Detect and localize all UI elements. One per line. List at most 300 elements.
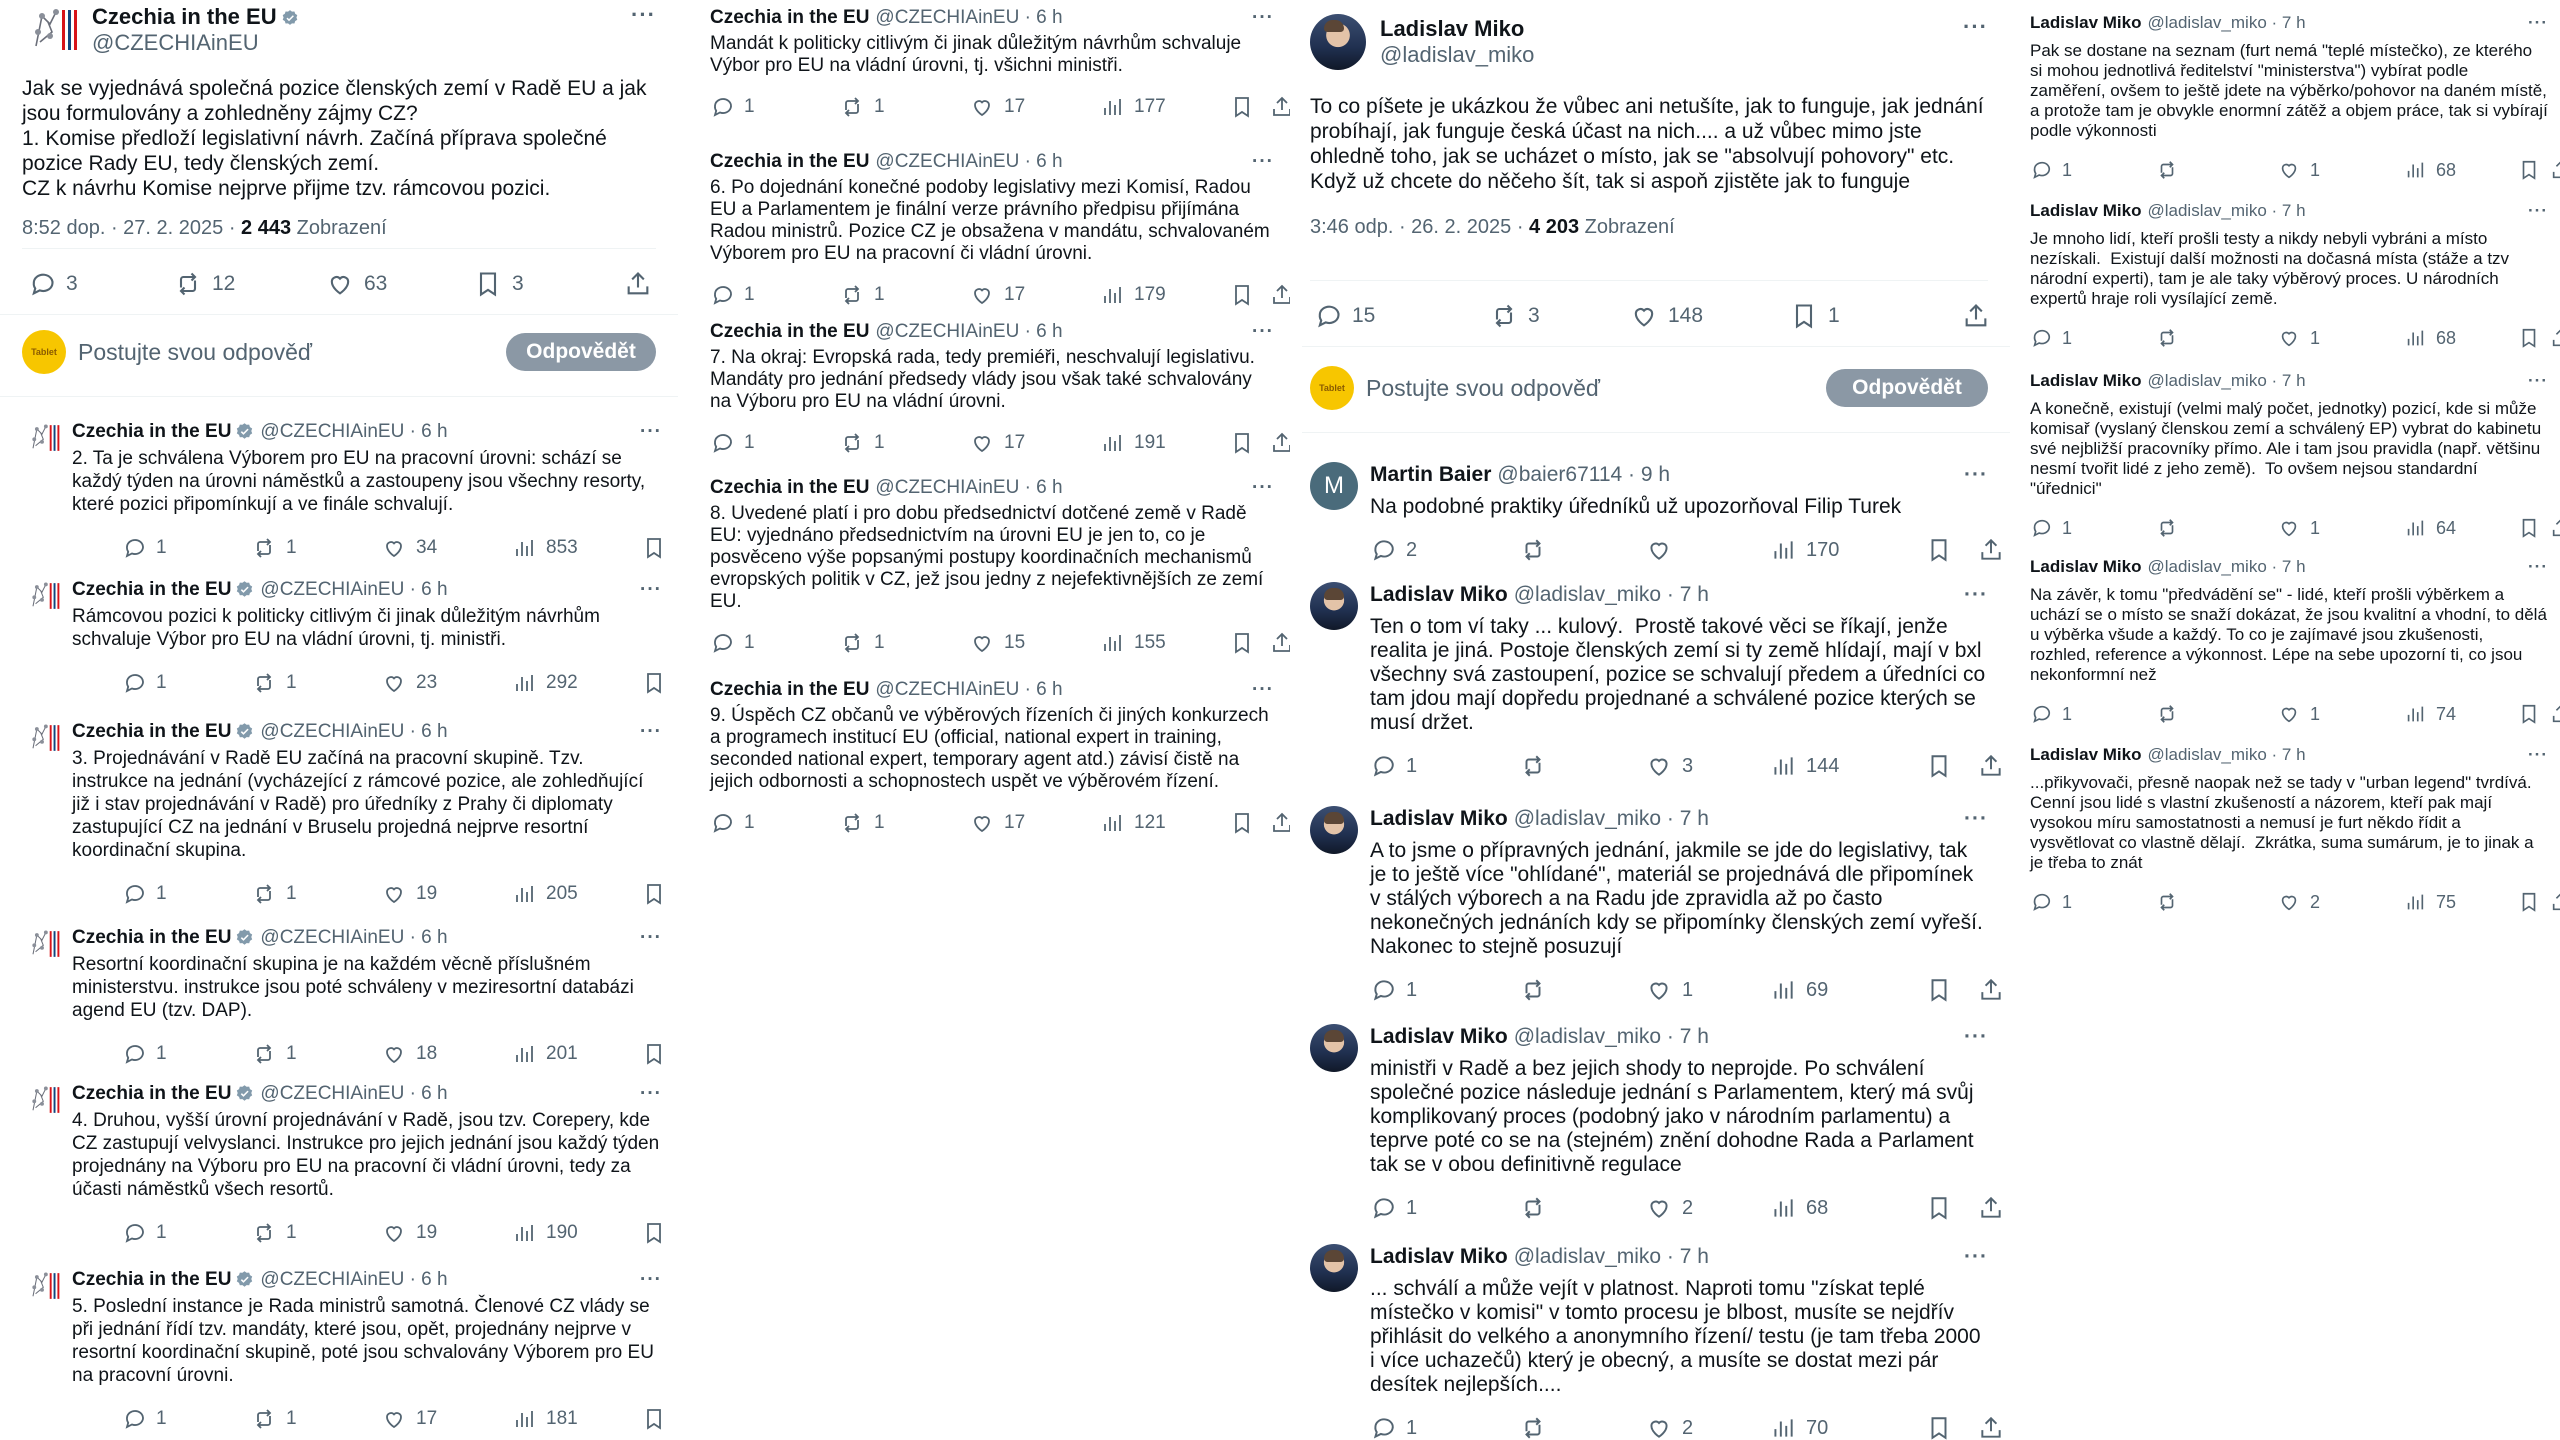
like-button[interactable] [382,1407,437,1431]
views-button[interactable] [1100,283,1166,307]
share-button[interactable] [1962,302,1990,330]
author-name[interactable]: Ladislav Miko [1370,807,1508,830]
like-button[interactable] [2278,327,2320,349]
reply-button[interactable] [122,1042,167,1066]
repost-button[interactable] [1520,537,1556,563]
views-button[interactable] [2404,327,2456,349]
views-button[interactable] [1100,631,1166,655]
author-handle[interactable]: @CZECHIAinEU · 6 h [260,1083,448,1104]
reply-button[interactable] [1370,1415,1417,1440]
repost-button[interactable] [252,1221,297,1245]
more-options-button[interactable]: ··· [1252,477,1274,498]
views-button[interactable] [1100,811,1166,835]
views-button[interactable] [1770,1195,1828,1221]
views-button[interactable] [1100,431,1166,455]
like-button[interactable] [1646,1195,1693,1221]
author-name[interactable]: Martin Baier [1370,463,1492,486]
views-button[interactable] [512,1042,578,1066]
reply-button[interactable] [2030,517,2072,539]
reply-icon [710,811,734,835]
tweet-text: A to jsme o přípravných jednání, jakmile se jde do legislativy, tak je to ještě více "ohlídané", materiál se projednává dle připomínek v stálých výborech a na Radu jde zpravidla až po často nekonečných jednáních kdy se připomínky členských zemí vyřeší. Nakonec to stejně posuzují [1370,839,1989,958]
replies-count: 2 [1406,538,1418,561]
author-name[interactable]: Czechia in the EU [72,579,232,600]
more-options-button[interactable]: ··· [1964,463,1988,486]
repost-button[interactable] [840,811,885,835]
bookmark-button[interactable] [1926,977,1952,1003]
more-options-button[interactable]: ··· [640,927,662,948]
avatar-czechia-logo[interactable] [24,720,60,756]
author-handle[interactable]: @ladislav_miko · 7 h [2147,201,2306,220]
like-button[interactable] [382,671,437,695]
more-options-button[interactable]: ··· [2528,201,2548,220]
repost-icon [1490,302,1518,330]
current-user-avatar[interactable]: Tablet [22,330,66,374]
reply-button[interactable] [122,882,167,906]
bookmark-button[interactable] [1230,95,1254,119]
reply-button[interactable] [1314,302,1375,330]
replies-count: 1 [1406,1196,1418,1219]
reply-button[interactable] [1370,537,1417,563]
column-czechia-thread-1 [0,0,678,1440]
like-button[interactable] [2278,159,2320,181]
author-handle[interactable]: @ladislav_miko · 7 h [2147,745,2306,764]
like-icon [2278,891,2300,913]
author-name[interactable]: Czechia in the EU [710,7,870,28]
tweet-text: 8. Uvedené platí i pro dobu předsednictví dotčené země v Radě EU: vyjednáno předsednictvím na úrovni EU je jen to, co je posvěceno výše popsanými postupy koordinačních mechanismů evropských politik v CZ, jež jsou jedny z nejefektivnějších ze zemí EU. [710,503,1269,612]
bookmark-button[interactable] [642,882,666,906]
avatar-ladislav-miko[interactable] [1310,1244,1358,1292]
more-options-button[interactable]: ··· [1964,1245,1988,1268]
reply-tweet[interactable] [710,320,1274,455]
more-options-button[interactable]: ··· [2528,745,2548,764]
bookmark-button[interactable] [1926,753,1952,779]
avatar-czechia-logo[interactable] [24,1268,60,1304]
bookmark-button[interactable] [2518,891,2540,913]
more-options-button[interactable]: ··· [631,2,656,27]
repost-icon [840,431,864,455]
reply-submit-button[interactable]: Odpovědět [506,333,656,371]
bookmark-button[interactable] [1790,302,1840,330]
views-button[interactable] [1100,95,1166,119]
bookmarks-count: 3 [512,272,524,295]
like-icon [970,95,994,119]
share-icon [1270,431,1290,455]
reply-tweet[interactable] [710,150,1274,307]
reply-tweet[interactable] [24,1268,662,1431]
author-handle[interactable]: @CZECHIAinEU · 6 h [260,1269,448,1290]
author-handle[interactable]: @CZECHIAinEU · 6 h [875,151,1063,172]
reply-body [72,420,662,560]
repost-button[interactable] [1520,1415,1556,1440]
repost-button[interactable] [174,270,235,298]
reply-button[interactable] [2030,159,2072,181]
reply-button[interactable] [710,631,755,655]
compose-input[interactable]: Postujte svou odpověď [78,338,313,365]
views-button[interactable] [1770,753,1839,779]
author-handle[interactable]: @ladislav_miko · 7 h [1513,1025,1709,1048]
views-icon [512,1221,536,1245]
reply-button[interactable] [122,1407,167,1431]
more-options-button[interactable]: ··· [1964,1025,1988,1048]
share-button[interactable] [2550,159,2560,181]
reply-body [710,678,1274,835]
author-name[interactable]: Czechia in the EU [710,679,870,700]
author-handle[interactable]: @CZECHIAinEU · 6 h [875,321,1063,342]
views-count: 121 [1134,812,1166,833]
views-button[interactable] [2404,517,2456,539]
reply-tweet[interactable] [2030,370,2548,539]
author-name[interactable]: Ladislav Miko [2030,13,2142,32]
reply-button[interactable] [1370,753,1417,779]
reply-button[interactable] [1370,1195,1417,1221]
like-button[interactable] [326,270,387,298]
like-button[interactable] [2278,891,2320,913]
author-name[interactable]: Czechia in the EU [92,4,277,29]
repost-button[interactable] [840,431,885,455]
bookmark-icon [2518,703,2540,725]
compose-input[interactable]: Postujte svou odpověď [1366,374,1601,401]
reply-tweet[interactable] [24,926,662,1066]
reply-button[interactable] [1370,977,1417,1003]
repost-button[interactable] [1520,1195,1556,1221]
author-name[interactable]: Czechia in the EU [72,421,232,442]
reply-tweet[interactable] [1310,806,1988,1003]
more-options-button[interactable]: ··· [2528,13,2548,32]
more-options-button[interactable]: ··· [1964,583,1988,606]
tweet-text: To co píšete je ukázkou že vůbec ani netušíte, jak to funguje, jak jednání probíhají, jak funguje česká účast na nich.... a už vůbec mimo jste ohledně toho, jak se ucházet o místo, jak se "absolvují pohovory" etc. Když už chcete do něčeho šít, tak si aspoň zjistěte jak to funguje [1310,95,1990,193]
repost-button[interactable] [2156,703,2188,725]
reply-tweet[interactable] [1310,1024,1988,1221]
more-options-button[interactable]: ··· [640,421,662,442]
timestamp[interactable]: 8:52 dop. · 27. 2. 2025 · [22,217,242,239]
share-icon [1270,631,1290,655]
avatar-ladislav-miko[interactable] [1310,14,1366,70]
bookmark-button[interactable] [474,270,524,298]
avatar-ladislav-miko[interactable] [1310,582,1358,630]
share-button[interactable] [1270,431,1290,455]
verified-badge-icon [281,7,299,25]
repost-icon [252,671,276,695]
reply-tweet[interactable] [2030,12,2553,181]
author-handle[interactable]: @CZECHIAinEU · 6 h [875,477,1063,498]
like-button[interactable] [1646,1415,1693,1440]
author-handle[interactable]: @CZECHIAinEU · 6 h [260,721,448,742]
like-button[interactable] [970,95,1025,119]
reply-header [710,150,1274,173]
tweet-actions [2030,327,2548,349]
author-name[interactable]: Czechia in the EU [72,1083,232,1104]
reply-tweet[interactable] [24,420,662,560]
reply-tweet[interactable] [1310,462,1988,563]
share-button[interactable] [1270,631,1290,655]
views-button[interactable] [1770,1415,1828,1440]
likes-count: 23 [416,672,438,693]
more-options-button[interactable]: ··· [1964,807,1988,830]
author-name[interactable]: Ladislav Miko [1370,1245,1508,1268]
repost-button[interactable] [2156,159,2188,181]
repost-button[interactable] [252,1407,297,1431]
share-button[interactable] [1978,1195,2004,1221]
more-options-button[interactable]: ··· [640,1269,662,1290]
repost-button[interactable] [840,631,885,655]
author-handle[interactable]: @ladislav_miko · 7 h [1513,807,1709,830]
bookmark-icon [2518,891,2540,913]
views-count: 74 [2436,703,2457,724]
repost-button[interactable] [840,95,885,119]
reply-icon [1370,537,1396,563]
avatar-czechia-logo[interactable] [24,1082,60,1118]
like-button[interactable] [382,536,437,560]
like-icon [1646,1415,1672,1440]
author-name[interactable]: Ladislav Miko [2030,745,2142,764]
reply-button[interactable] [2030,327,2072,349]
like-button[interactable] [970,283,1025,307]
bookmark-button[interactable] [642,1407,666,1431]
tweet-actions [72,1407,662,1431]
reply-button[interactable] [710,431,755,455]
author-handle[interactable]: @ladislav_miko · 7 h [2147,371,2306,390]
share-button[interactable] [2550,891,2560,913]
repost-button[interactable] [252,536,297,560]
reply-button[interactable] [122,671,167,695]
repost-button[interactable] [1490,302,1540,330]
reply-button[interactable] [122,536,167,560]
avatar-czechia-logo[interactable] [24,420,60,456]
bookmark-button[interactable] [1926,537,1952,563]
views-count: 68 [2436,159,2457,180]
more-options-button[interactable]: ··· [640,579,662,600]
avatar-czechia-logo[interactable] [24,578,60,614]
reply-button[interactable] [2030,703,2072,725]
share-button[interactable] [2550,703,2560,725]
tweet-text: ...přikyvovači, přesně naopak než se tady v "urban legend" tvrdívá. Cenní jsou lidé s vlastní zkušeností a názorem, kteří pak mají vysokou míru samostatnosti a nemusí je furt někdo řídit a vysvětlovat co vlastně dělají. Zkrátka, suma sumárum, je to jinak a je třeba to znát [2030,773,2539,872]
author-handle[interactable]: @ladislav_miko · 7 h [2147,557,2306,576]
views-button[interactable] [1770,537,1839,563]
more-options-button[interactable]: ··· [640,721,662,742]
author-name[interactable]: Czechia in the EU [710,151,870,172]
bookmark-button[interactable] [1926,1415,1952,1440]
more-options-button[interactable]: ··· [2528,557,2548,576]
bookmark-button[interactable] [642,1042,666,1066]
avatar-czechia-logo[interactable] [22,2,78,58]
author-handle[interactable]: @ladislav_miko · 7 h [1513,1245,1709,1268]
avatar-ladislav-miko[interactable] [1310,806,1358,854]
author-name[interactable]: Czechia in the EU [72,927,232,948]
tweet-actions [1370,977,1988,1003]
author-handle[interactable]: @CZECHIAinEU · 6 h [875,679,1063,700]
author-handle[interactable]: @CZECHIAinEU · 6 h [260,421,448,442]
views-button[interactable] [2404,159,2456,181]
bookmark-button[interactable] [642,1221,666,1245]
tweet-text: Na závěr, k tomu "předvádění se" - lidé, kteří prošli výběrkem a uchází se o místo se snaží dokázat, že jsou kvalitní a vhodní, to dělá u výběrka všude a každý. To co je zajímavé jsou zkušenosti, rozhled, reference a výkonnost. Lépe na sebe upozorní ti, co jsou nekonformní než [2030,585,2552,684]
reply-tweet[interactable] [1310,1244,1993,1440]
reply-tweet[interactable] [24,578,662,695]
share-icon [1978,1415,2004,1440]
share-button[interactable] [2550,517,2560,539]
views-button[interactable] [2404,703,2456,725]
views-button[interactable] [512,1407,578,1431]
author-name[interactable]: Czechia in the EU [72,1269,232,1290]
bookmark-button[interactable] [642,671,666,695]
repost-icon [840,811,864,835]
like-button[interactable] [2278,517,2320,539]
views-icon [1770,1195,1796,1221]
timestamp[interactable]: 3:46 odp. · 26. 2. 2025 · [1310,216,1530,238]
like-button[interactable] [970,431,1025,455]
views-button[interactable] [512,1221,578,1245]
repost-button[interactable] [252,1042,297,1066]
tweet-text: Je mnoho lidí, kteří prošli testy a nikdy nebyli vybráni a místo nezískali. Existují další možnosti na dočasná místa (stáže a tzv národní experti), tam je ale taky výběrový proces. U národních expertů hraje roli vysílající země. [2030,229,2514,308]
reply-button[interactable] [122,1221,167,1245]
more-options-button[interactable]: ··· [1252,679,1274,700]
more-options-button[interactable]: ··· [2528,371,2548,390]
like-button[interactable] [1646,537,1682,563]
reply-tweet[interactable] [710,476,1274,655]
verified-badge-icon [235,1270,254,1289]
author-handle[interactable]: @ladislav_miko · 7 h [2147,13,2306,32]
author-handle[interactable]: @CZECHIAinEU · 6 h [260,927,448,948]
reply-button[interactable] [710,95,755,119]
reply-tweet[interactable] [2030,556,2552,725]
bookmark-button[interactable] [642,536,666,560]
avatar-martin-baier[interactable]: M [1310,462,1358,510]
views-icon [2404,517,2426,539]
current-user-avatar[interactable]: Tablet [1310,366,1354,410]
bookmark-icon [642,536,666,560]
views-icon [2404,327,2426,349]
like-button[interactable] [2278,703,2320,725]
repost-button[interactable] [2156,327,2188,349]
share-button[interactable] [1978,977,2004,1003]
like-button[interactable] [1630,302,1703,330]
share-button[interactable] [2550,327,2560,349]
replies-count: 3 [66,272,78,295]
more-options-button[interactable]: ··· [1252,7,1274,28]
bookmark-button[interactable] [1230,283,1254,307]
views-button[interactable] [512,882,578,906]
views-count: 70 [1806,1416,1829,1439]
bookmark-button[interactable] [2518,517,2540,539]
reply-tweet[interactable] [24,720,662,906]
more-options-button[interactable]: ··· [1963,14,1988,39]
like-button[interactable] [382,1221,437,1245]
author-name[interactable]: Ladislav Miko [2030,201,2142,220]
author-handle[interactable]: @baier67114 · 9 h [1497,463,1671,486]
share-button[interactable] [1270,95,1290,119]
reply-submit-button[interactable]: Odpovědět [1826,369,1988,407]
author-name[interactable]: Czechia in the EU [710,321,870,342]
reply-tweet[interactable] [710,678,1274,835]
bookmark-button[interactable] [1230,631,1254,655]
reply-tweet[interactable] [1310,582,1992,779]
repost-icon [1520,1195,1546,1221]
repost-button[interactable] [1520,977,1556,1003]
author-name[interactable]: Ladislav Miko [2030,557,2142,576]
share-button[interactable] [1270,283,1290,307]
repost-button[interactable] [252,882,297,906]
reposts-count: 1 [286,883,297,904]
author-name[interactable]: Ladislav Miko [1370,583,1508,606]
author-handle[interactable]: @CZECHIAinEU · 6 h [875,7,1063,28]
repost-button[interactable] [840,283,885,307]
reply-button[interactable] [710,811,755,835]
author-handle[interactable]: @CZECHIAinEU · 6 h [260,579,448,600]
repost-button[interactable] [252,671,297,695]
more-options-button[interactable]: ··· [1252,321,1274,342]
bookmark-icon [2518,327,2540,349]
reply-tweet[interactable] [710,6,1274,119]
bookmark-button[interactable] [1926,1195,1952,1221]
share-button[interactable] [1978,1415,2004,1440]
views-button[interactable] [2404,891,2456,913]
reply-icon [122,1042,146,1066]
share-icon [1270,811,1290,835]
reply-button[interactable] [28,270,78,298]
share-button[interactable] [1270,811,1290,835]
views-button[interactable] [1770,977,1828,1003]
author-handle[interactable]: @CZECHIAinEU [92,30,259,55]
bookmark-button[interactable] [1230,431,1254,455]
more-options-button[interactable]: ··· [1252,151,1274,172]
like-button[interactable] [970,631,1025,655]
replies-count: 1 [2062,159,2073,180]
main-tweet-header [22,2,656,58]
author-name[interactable]: Czechia in the EU [710,477,870,498]
bookmark-button[interactable] [2518,327,2540,349]
replies-count: 1 [156,537,167,558]
like-button[interactable] [1646,753,1693,779]
share-button[interactable] [624,270,652,298]
like-button[interactable] [970,811,1025,835]
repost-button[interactable] [2156,891,2188,913]
repost-icon [2156,703,2178,725]
repost-button[interactable] [2156,517,2188,539]
author-name[interactable]: Czechia in the EU [72,721,232,742]
like-button[interactable] [382,1042,437,1066]
views-button[interactable] [512,671,578,695]
like-button[interactable] [382,882,437,906]
tweet-text: 3. Projednávání v Radě EU začíná na pracovní skupině. Tzv. instrukce na jednání (vycházející z rámcové pozice, ale zohledňující již i stav projednávání v Radě) pro úředníky z Prahy či diplomaty zastupující CZ na jednání v Bruselu projedná nejprve resortní koordinační skupina. [72,748,649,861]
reposts-count: 1 [286,1222,297,1243]
share-button[interactable] [1978,753,2004,779]
views-button[interactable] [512,536,578,560]
bookmark-button[interactable] [2518,703,2540,725]
reply-button[interactable] [2030,891,2072,913]
reply-button[interactable] [710,283,755,307]
author-handle[interactable]: @ladislav_miko · 7 h [1513,583,1709,606]
author-name[interactable]: Ladislav Miko [1370,1025,1508,1048]
author-handle[interactable]: @ladislav_miko [1380,42,1535,67]
reply-tweet[interactable] [2030,744,2548,913]
column-czechia-thread-2 [690,0,1290,1440]
reply-icon [2030,891,2052,913]
bookmark-button[interactable] [1230,811,1254,835]
like-button[interactable] [1646,977,1693,1003]
avatar-czechia-logo[interactable] [24,926,60,962]
share-button[interactable] [1978,537,2004,563]
author-name[interactable]: Ladislav Miko [1380,16,1525,41]
reply-tweet[interactable] [24,1082,665,1245]
replies-count: 1 [156,883,167,904]
likes-count: 1 [2310,159,2321,180]
bookmark-button[interactable] [2518,159,2540,181]
view-count: 2 443 [241,217,292,239]
author-name[interactable]: Ladislav Miko [2030,371,2142,390]
more-options-button[interactable]: ··· [640,1083,662,1104]
repost-button[interactable] [1520,753,1556,779]
reply-tweet[interactable] [2030,200,2548,349]
avatar-ladislav-miko[interactable] [1310,1024,1358,1072]
